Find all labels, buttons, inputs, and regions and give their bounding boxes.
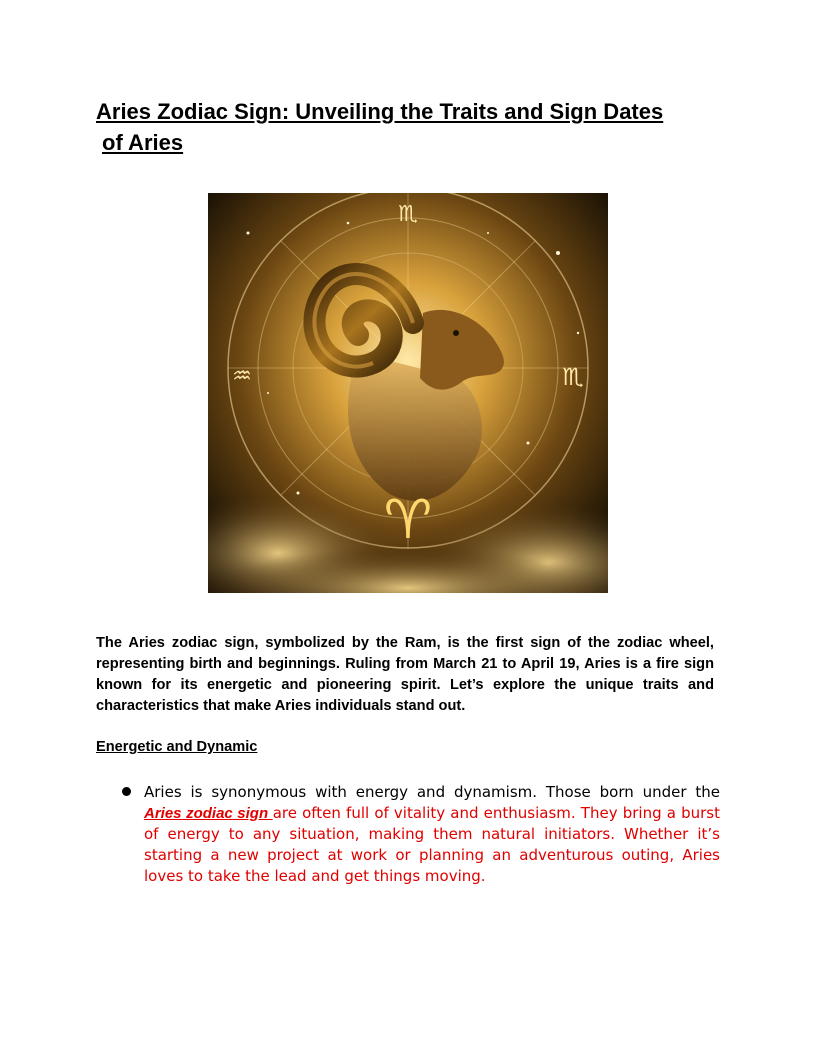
zodiac-sign-link[interactable]: zodiac sign (186, 805, 273, 822)
list-item (120, 782, 720, 887)
document-title (96, 96, 726, 158)
zodiac-glyph-right: ♏ (562, 363, 584, 391)
bullet-icon (122, 787, 131, 796)
aries-ram-illustration (208, 193, 608, 593)
title-line-1: Aries Zodiac Sign: Unveiling the Traits and Sign Dates (96, 99, 664, 124)
bullet-text (144, 782, 720, 887)
zodiac-glyph-top: ♏ (398, 202, 418, 227)
ram-artwork (208, 193, 608, 593)
intro-paragraph: The Aries zodiac sign, symbolized by the Ram, is the first sign of the zodiac wheel, representing birth and beginnings. Ruling from March 21 to April 19, Aries is a fire sign known for its energetic and pioneering spirit. Let’s explore the unique traits and characteristics that make Aries individuals stand out. (96, 635, 714, 714)
zodiac-glyph-left: ♒ (232, 364, 252, 389)
title-line-2: of Aries (102, 130, 184, 155)
aries-link[interactable]: Aries (144, 805, 187, 822)
section-heading-energetic: Energetic and Dynamic (96, 739, 258, 755)
aries-symbol-icon: ♈ (383, 488, 433, 551)
traits-list (120, 782, 720, 887)
bullet-text-intro: Aries is synonymous with energy and dynamism. Those born under the (144, 783, 720, 801)
bullet-text-red: are often full of vitality and enthusiasm. They bring a burst of energy to any situation, making them natural initiators. Whether it’s starting a new project at work or planning an adventurous outing, Aries loves to take the lead and get things moving. (144, 804, 720, 885)
